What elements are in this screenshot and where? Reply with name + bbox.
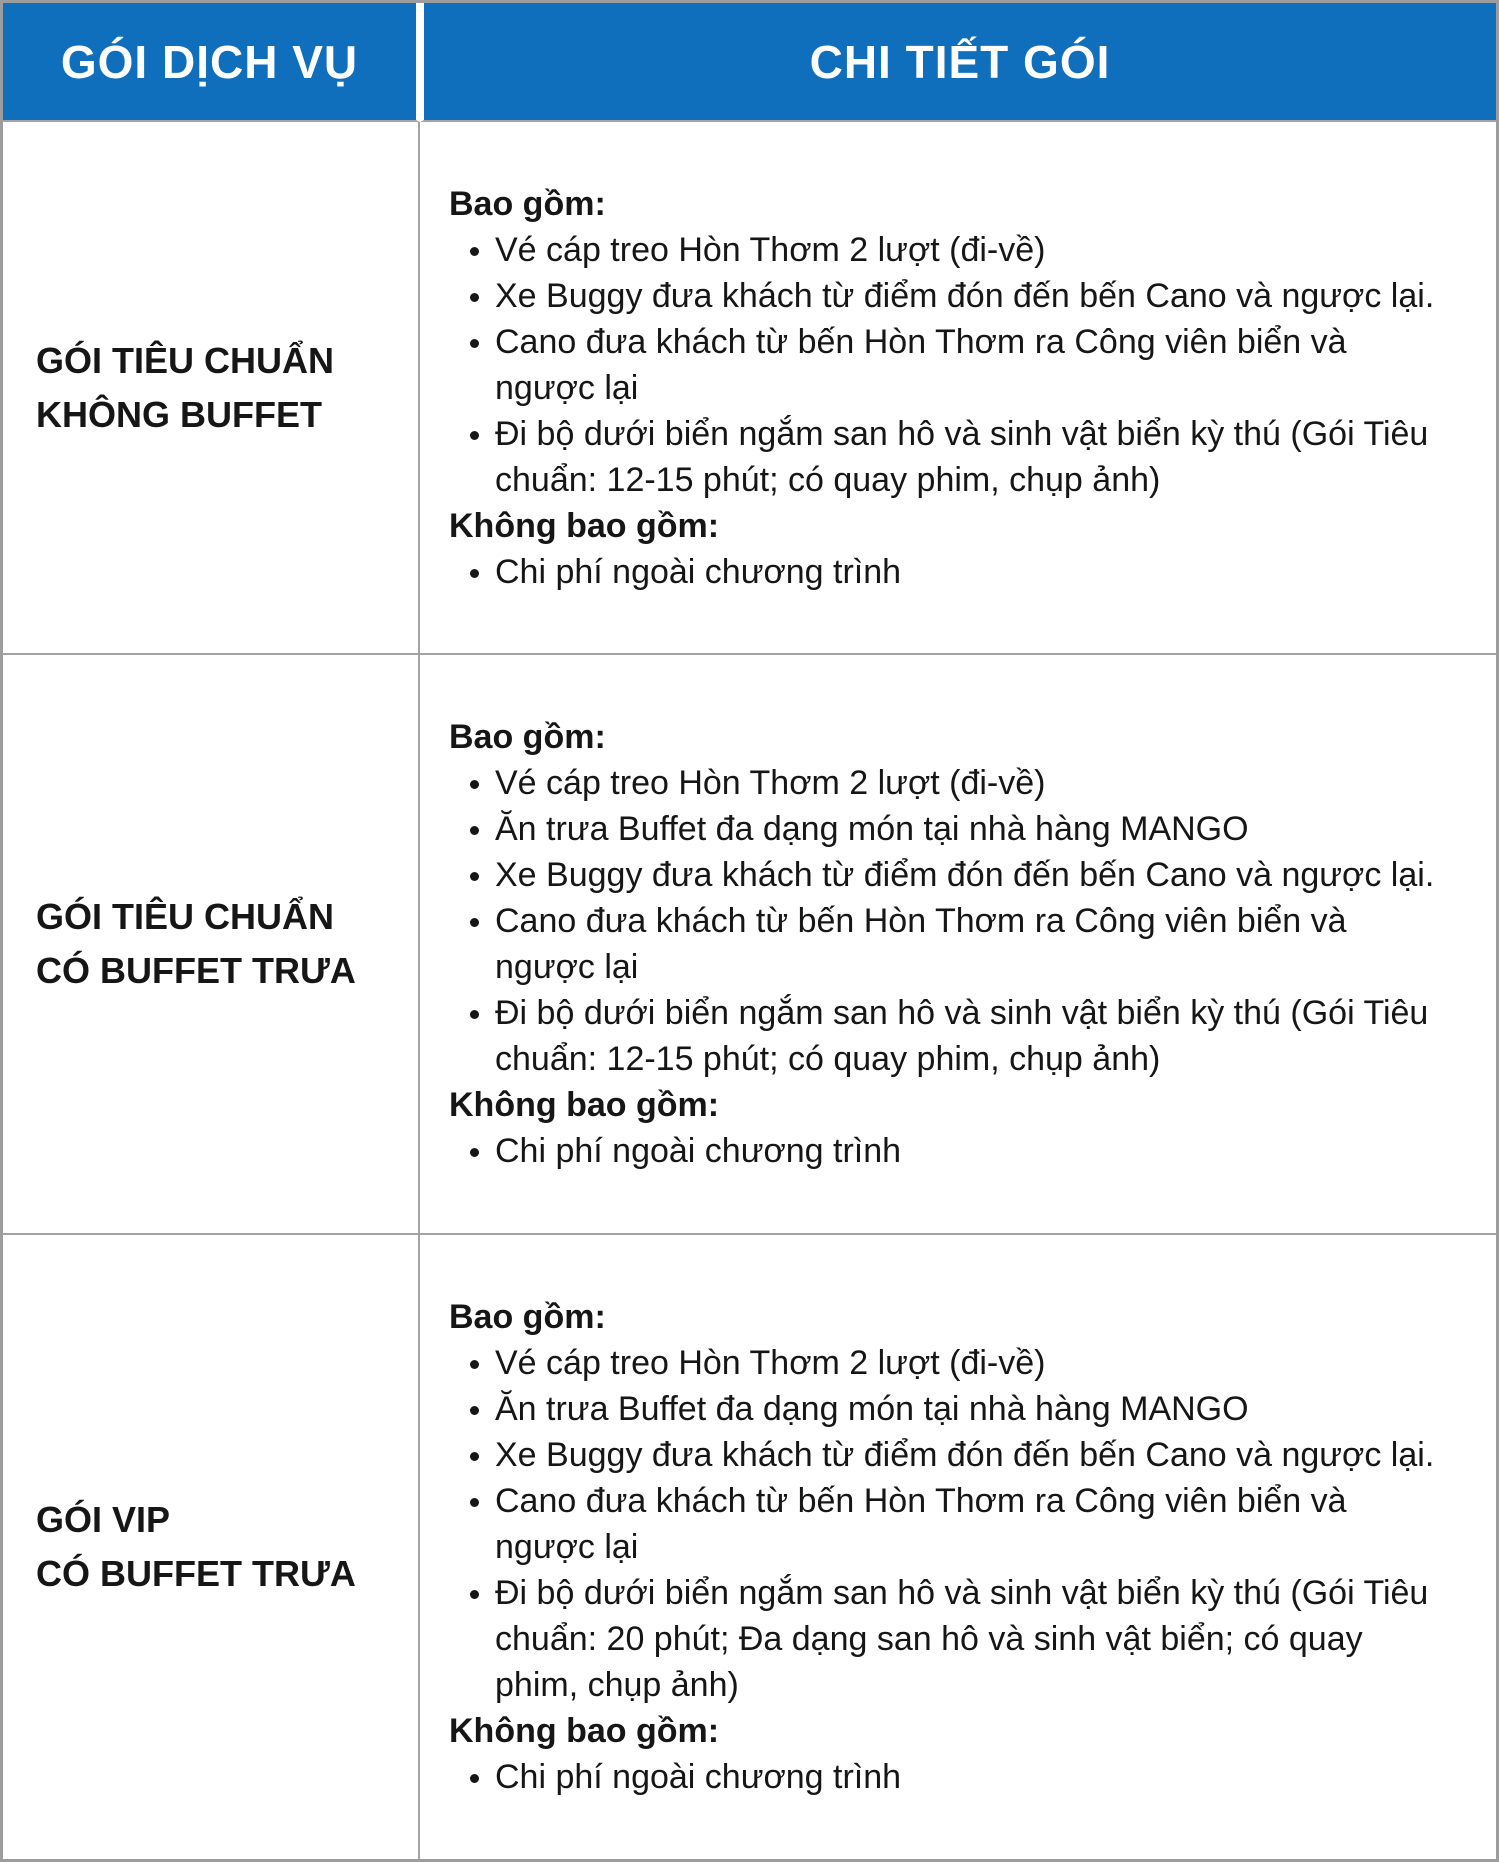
includes-heading: Bao gồm: xyxy=(449,1298,606,1336)
include-item: • Xe Buggy đưa khách từ điểm đón đến bến Cano và ngược lại. xyxy=(495,852,1436,898)
includes-list xyxy=(449,760,1436,1082)
excludes-heading: Không bao gồm: xyxy=(449,1712,720,1750)
include-item: • Đi bộ dưới biển ngắm san hô và sinh vật biển kỳ thú (Gói Tiêu chuẩn: 20 phút; Đa dạng san hô và sinh vật biển; có quay phim, chụp ảnh) xyxy=(495,1570,1436,1708)
header-cell-package xyxy=(3,3,420,122)
exclude-item: • Chi phí ngoài chương trình xyxy=(495,1128,1436,1174)
includes-list xyxy=(449,227,1436,503)
include-item: • Cano đưa khách từ bến Hòn Thơm ra Công viên biển và ngược lại xyxy=(495,898,1436,990)
include-item: • Đi bộ dưới biển ngắm san hô và sinh vật biển kỳ thú (Gói Tiêu chuẩn: 12-15 phút; có quay phim, chụp ảnh) xyxy=(495,411,1436,503)
package-name-cell-vip-buffet xyxy=(3,1235,420,1859)
include-item: • Đi bộ dưới biển ngắm san hô và sinh vật biển kỳ thú (Gói Tiêu chuẩn: 12-15 phút; có quay phim, chụp ảnh) xyxy=(495,990,1436,1082)
package-details-cell xyxy=(420,1235,1496,1859)
package-name-line: CÓ BUFFET TRƯA xyxy=(36,1553,356,1594)
includes-list xyxy=(449,1340,1436,1708)
include-item: • Xe Buggy đưa khách từ điểm đón đến bến Cano và ngược lại. xyxy=(495,1432,1436,1478)
include-item: • Vé cáp treo Hòn Thơm 2 lượt (đi-về) xyxy=(495,1340,1436,1386)
package-name-cell-standard-buffet xyxy=(3,655,420,1235)
include-item: • Vé cáp treo Hòn Thơm 2 lượt (đi-về) xyxy=(495,227,1436,273)
exclude-item: • Chi phí ngoài chương trình xyxy=(495,549,1436,595)
header-cell-details xyxy=(420,3,1496,122)
package-name-line: GÓI TIÊU CHUẨN xyxy=(36,896,335,937)
package-details-cell xyxy=(420,655,1496,1235)
excludes-heading: Không bao gồm: xyxy=(449,506,720,545)
excludes-list xyxy=(449,549,1436,595)
include-item: • Ăn trưa Buffet đa dạng món tại nhà hàng MANGO xyxy=(495,806,1436,852)
excludes-list xyxy=(449,1754,1436,1800)
package-name-line: CÓ BUFFET TRƯA xyxy=(36,950,356,991)
includes-heading: Bao gồm: xyxy=(449,184,606,223)
package-name xyxy=(36,1493,356,1601)
package-name-line: KHÔNG BUFFET xyxy=(36,393,322,435)
excludes-list xyxy=(449,1128,1436,1174)
include-item: • Ăn trưa Buffet đa dạng món tại nhà hàng MANGO xyxy=(495,1386,1436,1432)
package-name-line: GÓI TIÊU CHUẨN xyxy=(36,339,335,381)
include-item: • Xe Buggy đưa khách từ điểm đón đến bến Cano và ngược lại. xyxy=(495,273,1436,319)
excludes-heading: Không bao gồm: xyxy=(449,1086,720,1124)
exclude-item: • Chi phí ngoài chương trình xyxy=(495,1754,1436,1800)
package-name-cell-standard-no-buffet xyxy=(3,122,420,655)
header-package-label: GÓI DỊCH VỤ xyxy=(60,35,359,88)
package-details-cell xyxy=(420,122,1496,655)
includes-heading: Bao gồm: xyxy=(449,718,606,756)
include-item: • Cano đưa khách từ bến Hòn Thơm ra Công viên biển và ngược lại xyxy=(495,319,1436,411)
package-name xyxy=(36,334,334,442)
package-name-line: GÓI VIP xyxy=(36,1499,171,1540)
include-item: • Vé cáp treo Hòn Thơm 2 lượt (đi-về) xyxy=(495,760,1436,806)
package-name xyxy=(36,890,356,998)
header-details-label: CHI TIẾT GÓI xyxy=(809,35,1111,88)
include-item: • Cano đưa khách từ bến Hòn Thơm ra Công viên biển và ngược lại xyxy=(495,1478,1436,1570)
